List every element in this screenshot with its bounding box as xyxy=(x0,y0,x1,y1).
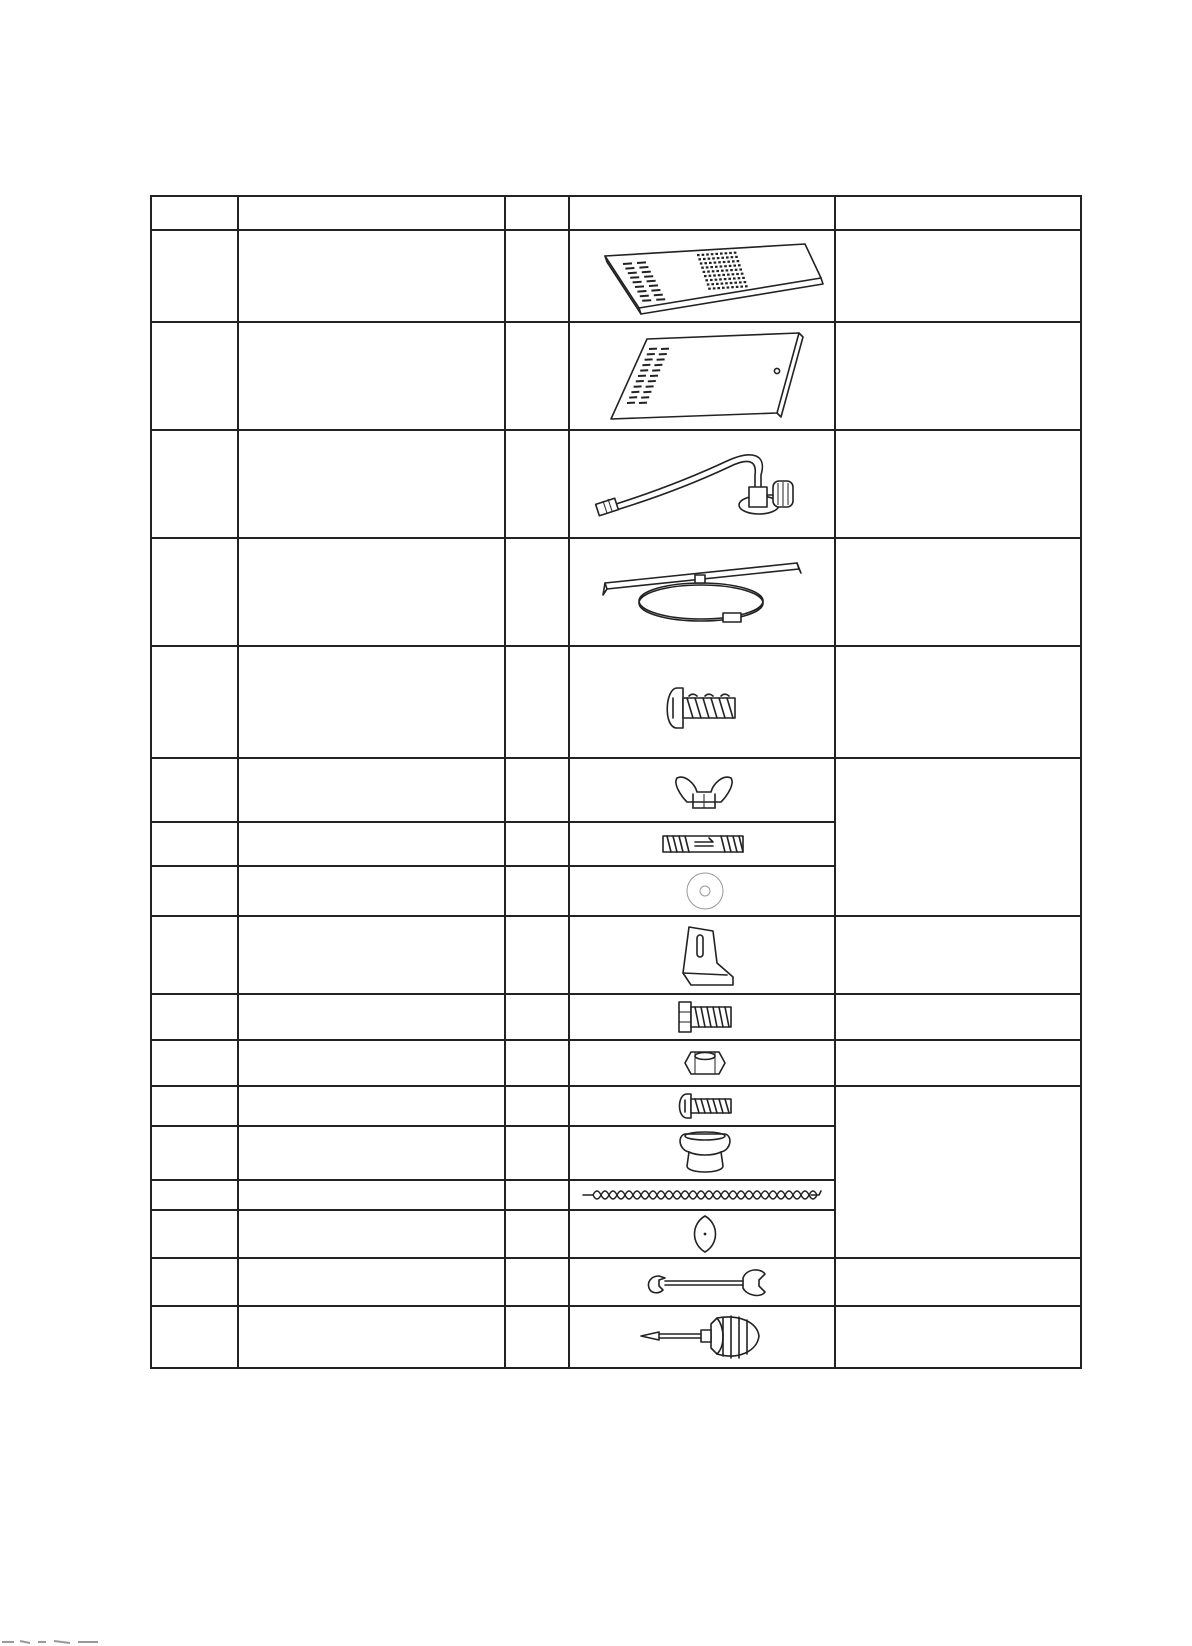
part-quantity-cell xyxy=(505,430,569,538)
part-quantity-cell xyxy=(505,916,569,994)
part-quantity-cell xyxy=(505,822,569,866)
part-number-cell xyxy=(151,1180,238,1210)
part-number-cell xyxy=(151,1040,238,1086)
table-row xyxy=(151,230,1081,322)
part-quantity-cell xyxy=(505,1086,569,1126)
table-row xyxy=(151,646,1081,758)
vented-side-panel-icon xyxy=(577,327,827,425)
vented-back-panel-icon xyxy=(577,234,827,318)
part-note-cell xyxy=(835,230,1081,322)
part-note-cell xyxy=(835,994,1081,1040)
part-quantity-cell xyxy=(505,1180,569,1210)
part-description-cell xyxy=(238,866,505,916)
header-cell-description xyxy=(238,196,505,230)
part-illustration-cell xyxy=(569,1258,835,1306)
gas-hose-regulator-icon xyxy=(577,435,827,533)
part-illustration-cell xyxy=(569,1040,835,1086)
pan-head-screw-icon xyxy=(577,652,827,752)
small-pan-head-screw-icon xyxy=(577,1088,827,1124)
part-illustration-cell xyxy=(569,822,835,866)
table-row xyxy=(151,1258,1081,1306)
part-illustration-cell xyxy=(569,230,835,322)
angle-bracket-icon xyxy=(577,919,827,991)
table-row xyxy=(151,1306,1081,1368)
part-illustration-cell xyxy=(569,866,835,916)
part-number-cell xyxy=(151,1086,238,1126)
part-number-cell xyxy=(151,1126,238,1180)
part-description-cell xyxy=(238,1086,505,1126)
part-quantity-cell xyxy=(505,538,569,646)
twisted-wire-rod-icon xyxy=(577,1183,827,1207)
part-description-cell xyxy=(238,994,505,1040)
part-description-cell xyxy=(238,646,505,758)
part-quantity-cell xyxy=(505,322,569,430)
part-description-cell xyxy=(238,916,505,994)
part-description-cell xyxy=(238,322,505,430)
part-quantity-cell xyxy=(505,1210,569,1258)
part-note-cell xyxy=(835,1258,1081,1306)
part-description-cell xyxy=(238,1210,505,1258)
hex-nut-icon xyxy=(577,1042,827,1084)
part-number-cell xyxy=(151,916,238,994)
tank-strap-bar-icon xyxy=(577,543,827,641)
part-quantity-cell xyxy=(505,1258,569,1306)
part-note-cell xyxy=(835,322,1081,430)
part-number-cell xyxy=(151,822,238,866)
part-description-cell xyxy=(238,430,505,538)
oval-disc-icon xyxy=(577,1212,827,1256)
part-note-cell xyxy=(835,646,1081,758)
part-quantity-cell xyxy=(505,646,569,758)
part-description-cell xyxy=(238,230,505,322)
part-quantity-cell xyxy=(505,1126,569,1180)
part-number-cell xyxy=(151,1210,238,1258)
part-number-cell xyxy=(151,994,238,1040)
part-quantity-cell xyxy=(505,866,569,916)
wing-nut-icon xyxy=(577,762,827,818)
part-note-cell xyxy=(835,430,1081,538)
part-description-cell xyxy=(238,1126,505,1180)
part-number-cell xyxy=(151,758,238,822)
part-description-cell xyxy=(238,538,505,646)
part-quantity-cell xyxy=(505,1040,569,1086)
footer-scan-artifact xyxy=(0,1630,200,1646)
part-illustration-cell xyxy=(569,916,835,994)
header-cell-note xyxy=(835,196,1081,230)
part-illustration-cell xyxy=(569,758,835,822)
flat-washer-icon xyxy=(577,868,827,914)
table-row xyxy=(151,994,1081,1040)
part-illustration-cell xyxy=(569,322,835,430)
table-row xyxy=(151,1086,1081,1126)
table-row xyxy=(151,322,1081,430)
part-number-cell xyxy=(151,1306,238,1368)
open-end-wrench-icon xyxy=(577,1260,827,1304)
threaded-stud-icon xyxy=(577,824,827,864)
part-number-cell xyxy=(151,430,238,538)
table-row xyxy=(151,916,1081,994)
part-illustration-cell xyxy=(569,1086,835,1126)
part-illustration-cell xyxy=(569,994,835,1040)
part-illustration-cell xyxy=(569,1210,835,1258)
part-quantity-cell xyxy=(505,230,569,322)
header-cell-number xyxy=(151,196,238,230)
part-number-cell xyxy=(151,646,238,758)
part-description-cell xyxy=(238,1306,505,1368)
part-note-cell xyxy=(835,916,1081,994)
part-description-cell xyxy=(238,1180,505,1210)
part-note-cell-merged xyxy=(835,758,1081,916)
part-quantity-cell xyxy=(505,994,569,1040)
twisted-wire-strands xyxy=(593,1191,817,1199)
part-note-cell xyxy=(835,1306,1081,1368)
part-note-cell-merged xyxy=(835,1086,1081,1258)
part-description-cell xyxy=(238,758,505,822)
header-cell-illustration xyxy=(569,196,835,230)
part-illustration-cell xyxy=(569,1180,835,1210)
parts-table xyxy=(150,195,1082,1369)
part-description-cell xyxy=(238,1258,505,1306)
part-illustration-cell xyxy=(569,1306,835,1368)
part-illustration-cell xyxy=(569,1126,835,1180)
part-number-cell xyxy=(151,1258,238,1306)
table-row xyxy=(151,1040,1081,1086)
part-number-cell xyxy=(151,866,238,916)
table-row xyxy=(151,430,1081,538)
phillips-screwdriver-icon xyxy=(577,1308,827,1366)
part-illustration-cell xyxy=(569,430,835,538)
part-note-cell xyxy=(835,538,1081,646)
part-quantity-cell xyxy=(505,758,569,822)
control-knob-icon xyxy=(577,1128,827,1178)
part-quantity-cell xyxy=(505,1306,569,1368)
part-description-cell xyxy=(238,822,505,866)
part-note-cell xyxy=(835,1040,1081,1086)
part-description-cell xyxy=(238,1040,505,1086)
part-number-cell xyxy=(151,322,238,430)
table-row xyxy=(151,758,1081,822)
part-illustration-cell xyxy=(569,538,835,646)
part-number-cell xyxy=(151,230,238,322)
part-number-cell xyxy=(151,538,238,646)
hex-bolt-icon xyxy=(577,996,827,1038)
table-header-row xyxy=(151,196,1081,230)
part-illustration-cell xyxy=(569,646,835,758)
header-cell-quantity xyxy=(505,196,569,230)
table-row xyxy=(151,538,1081,646)
